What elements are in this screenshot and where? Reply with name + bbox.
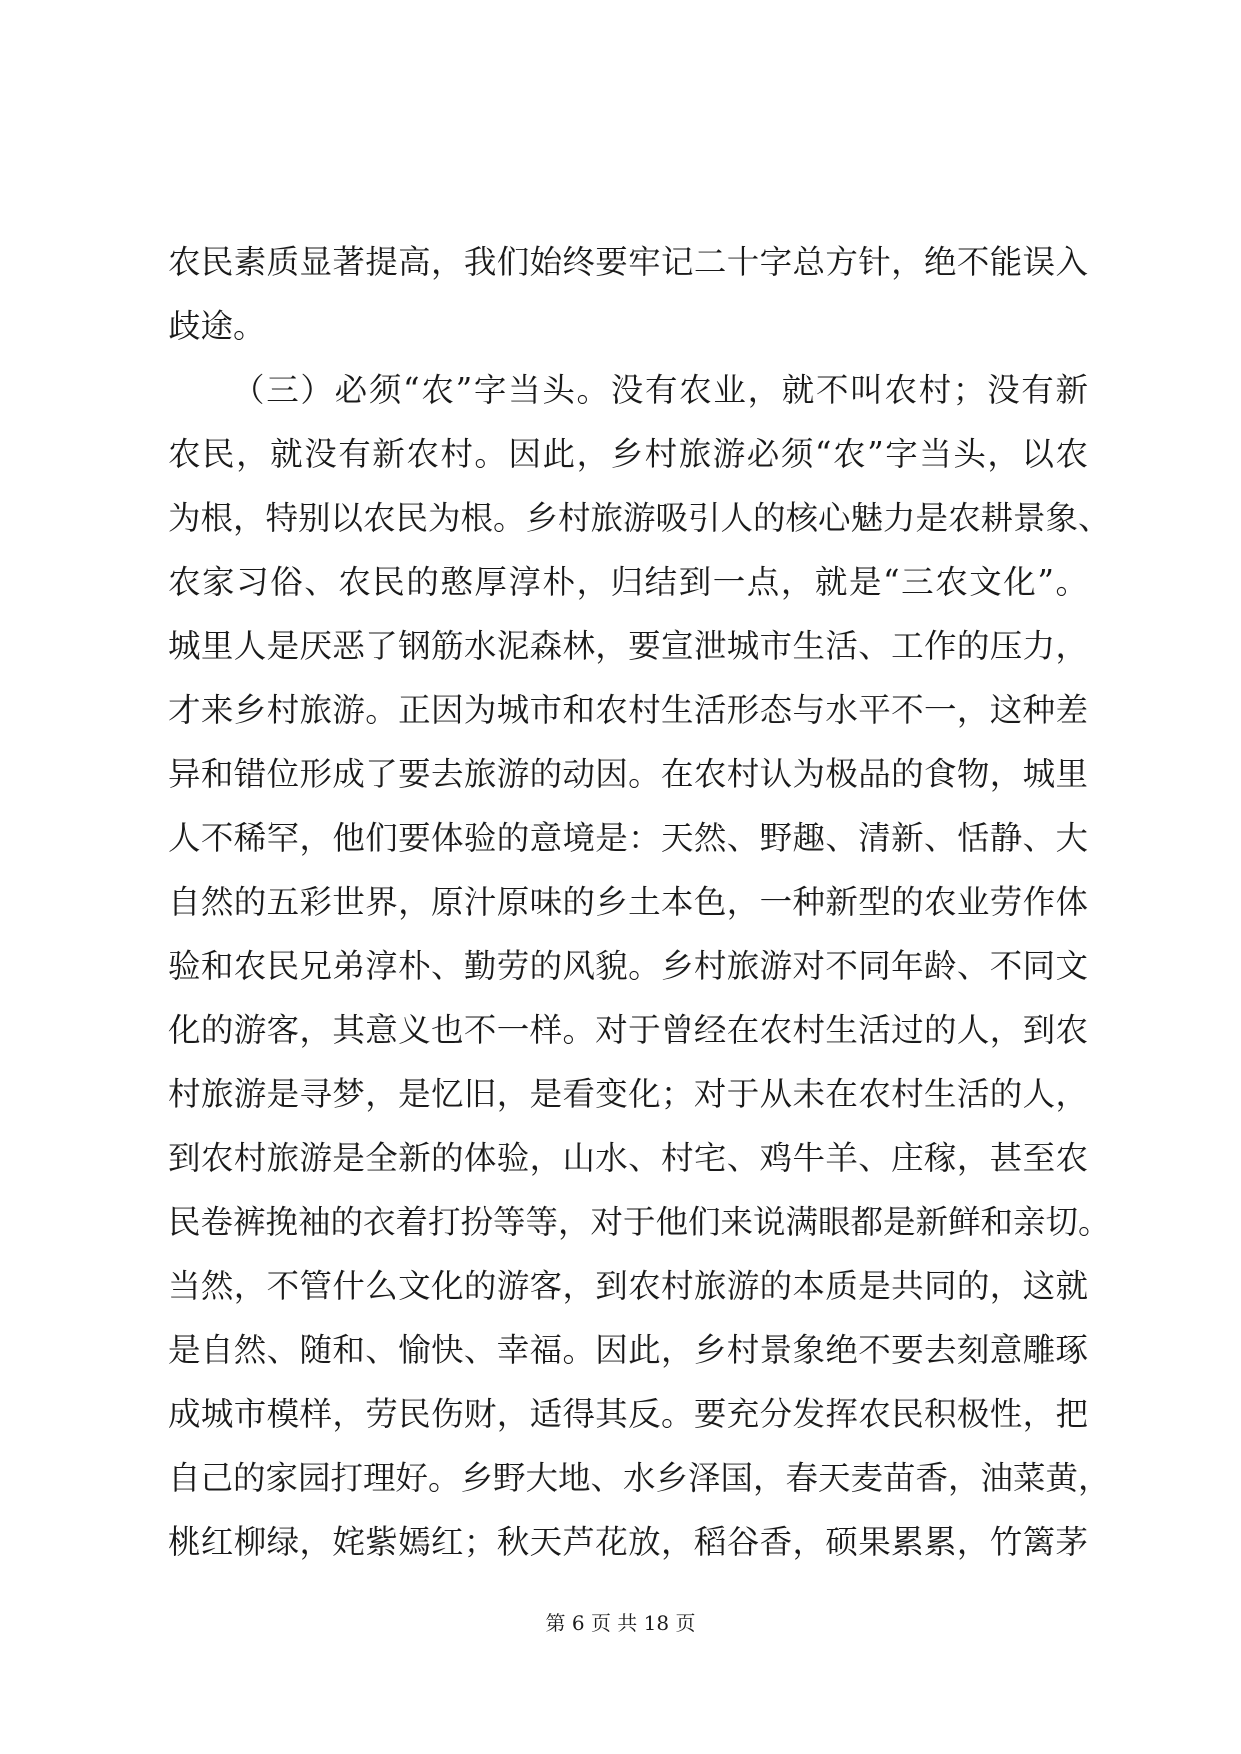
text-line: 才来乡村旅游。正因为城市和农村生活形态与水平不一，这种差 [168,691,1088,729]
text-line: 化的游客，其意义也不一样。对于曾经在农村生活过的人，到农 [168,1011,1088,1049]
text-line: 验和农民兄弟淳朴、勤劳的风貌。乡村旅游对不同年龄、不同文 [168,947,1088,985]
text-line: 自然的五彩世界，原汁原味的乡土本色，一种新型的农业劳作体 [168,883,1088,921]
text-line: 歧途。 [168,307,266,345]
text-line: 农家习俗、农民的憨厚淳朴，归结到一点，就是“三农文化”。 [168,563,1088,601]
text-line: 桃红柳绿，姹紫嫣红；秋天芦花放，稻谷香，硕果累累，竹篱茅 [168,1523,1088,1561]
page-number-footer: 第 6 页 共 18 页 [545,1611,696,1635]
text-line: 异和错位形成了要去旅游的动因。在农村认为极品的食物，城里 [168,755,1088,793]
text-line: 城里人是厌恶了钢筋水泥森林，要宣泄城市生活、工作的压力， [168,627,1088,665]
section-heading-line: （三）必须“农”字当头。没有农业，就不叫农村；没有新 [232,371,1088,409]
text-line: 农民，就没有新农村。因此，乡村旅游必须“农”字当头，以农 [168,435,1088,473]
body-text [168,230,1111,1574]
text-line: 人不稀罕，他们要体验的意境是：天然、野趣、清新、恬静、大 [168,819,1088,857]
text-line: 自己的家园打理好。乡野大地、水乡泽国，春天麦苗香，油菜黄， [168,1459,1111,1497]
text-line: 农民素质显著提高，我们始终要牢记二十字总方针，绝不能误入 [168,243,1088,281]
text-line: 到农村旅游是全新的体验，山水、村宅、鸡牛羊、庄稼，甚至农 [168,1139,1088,1177]
text-line: 成城市模样，劳民伤财，适得其反。要充分发挥农民积极性，把 [168,1395,1088,1433]
text-line: 村旅游是寻梦，是忆旧，是看变化；对于从未在农村生活的人， [168,1075,1088,1113]
text-line: 为根，特别以农民为根。乡村旅游吸引人的核心魅力是农耕景象、 [168,499,1111,537]
text-line: 民卷裤挽袖的衣着打扮等等，对于他们来说满眼都是新鲜和亲切。 [168,1203,1111,1241]
text-line: 当然，不管什么文化的游客，到农村旅游的本质是共同的，这就 [168,1267,1088,1305]
text-line: 是自然、随和、愉快、幸福。因此，乡村景象绝不要去刻意雕琢 [168,1331,1088,1369]
